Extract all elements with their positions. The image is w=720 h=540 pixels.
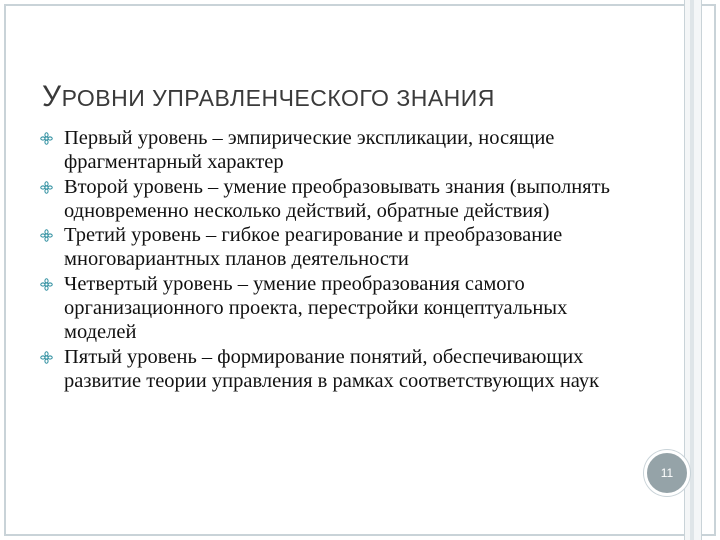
decorative-side-bar bbox=[684, 0, 702, 540]
bullet-item bbox=[36, 175, 616, 224]
bullet-item bbox=[36, 126, 616, 175]
bullet-item bbox=[36, 272, 616, 345]
bullet-text: Первый уровень – эмпирические экспликации, носящие фрагментарный характер bbox=[64, 127, 555, 174]
gear-flower-icon bbox=[40, 351, 53, 364]
bullet-text: Четвертый уровень – умение преобразования самого организационного проекта, перестройки концептуальных моделей bbox=[64, 272, 568, 344]
gear-flower-icon bbox=[40, 132, 53, 145]
gear-flower-icon bbox=[40, 278, 53, 291]
title-first-letter: У bbox=[42, 80, 62, 113]
gear-flower-icon bbox=[40, 229, 53, 242]
slide-title bbox=[42, 80, 642, 114]
page-number-badge bbox=[644, 450, 690, 496]
bullet-item bbox=[36, 223, 616, 272]
bullet-text: Второй уровень – умение преобразовывать знания (выполнять одновременно несколько действий, обратные действия) bbox=[64, 175, 610, 222]
page-number: 11 bbox=[660, 466, 674, 480]
gear-flower-icon bbox=[40, 181, 53, 194]
title-rest: РОВНИ УПРАВЛЕНЧЕСКОГО ЗНАНИЯ bbox=[61, 85, 495, 111]
bullet-item bbox=[36, 345, 616, 394]
bullet-text: Пятый уровень – формирование понятий, обеспечивающих развитие теории управления в рамках соответствующих наук bbox=[64, 345, 600, 392]
bullet-list bbox=[36, 126, 616, 393]
bullet-text: Третий уровень – гибкое реагирование и преобразование многовариантных планов деятельности bbox=[64, 224, 563, 271]
